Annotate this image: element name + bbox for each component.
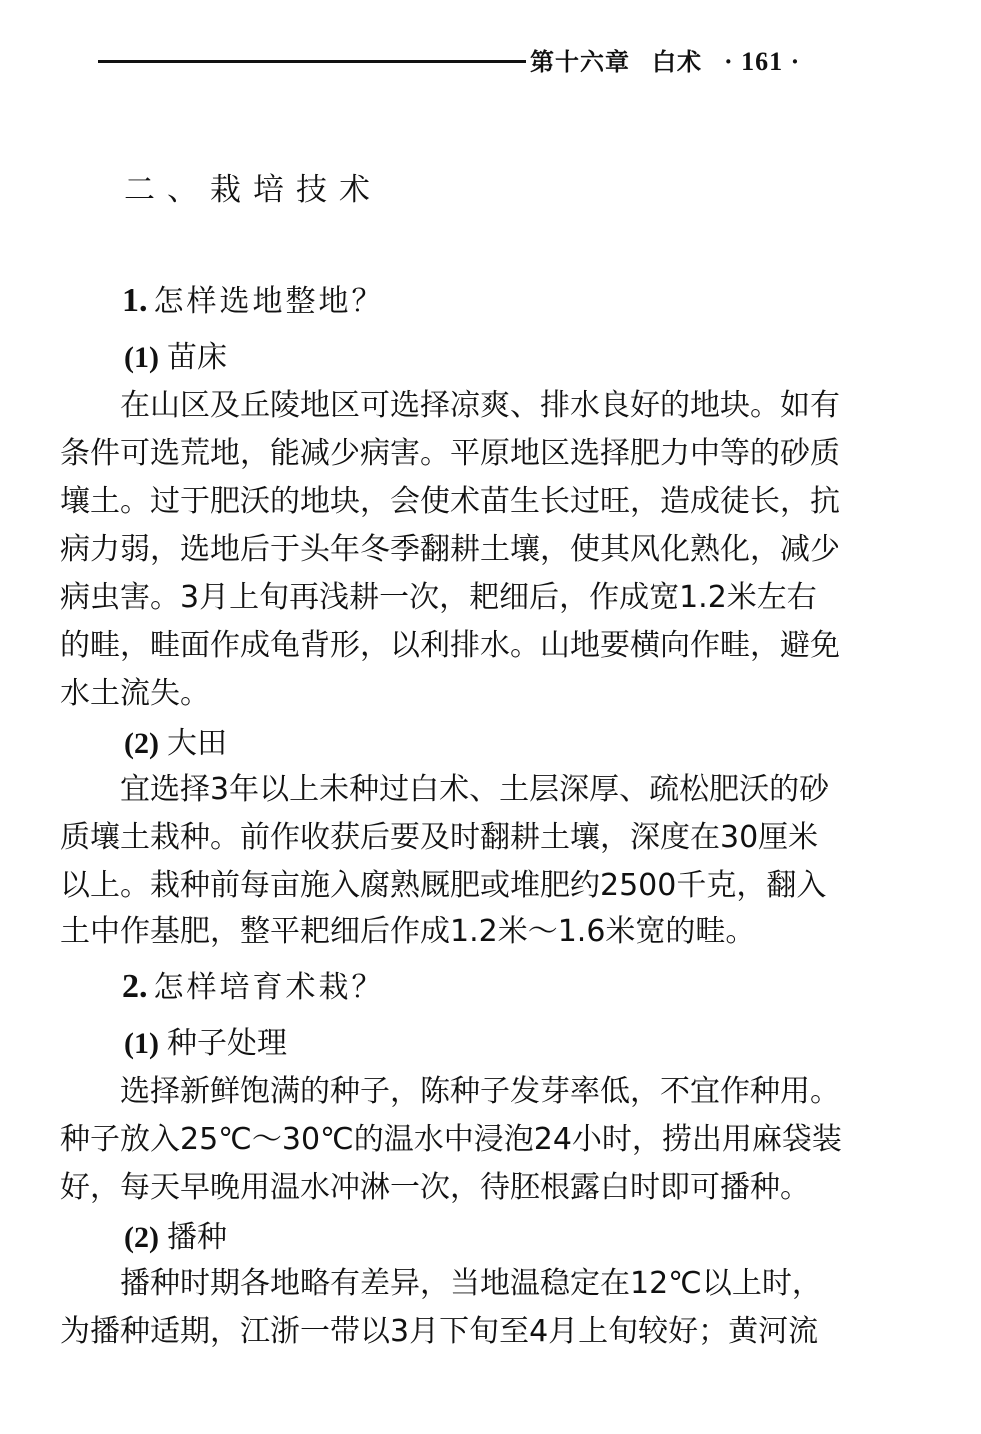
header-rule <box>98 60 526 63</box>
question-heading-1 <box>122 276 385 320</box>
paragraph-line: 在山区及丘陵地区可选择凉爽、排水良好的地块。如有 <box>120 388 840 423</box>
paragraph-line: 土中作基肥，整平耙细后作成1.2米～1.6米宽的畦。 <box>60 914 756 949</box>
subheading-label: 播种 <box>166 1220 227 1255</box>
page-number: · 161 · <box>724 47 801 76</box>
section-heading: 二、栽培技术 <box>124 172 382 208</box>
subheading-seedbed <box>124 332 227 376</box>
subheading-seed-treatment <box>124 1018 287 1062</box>
question-number: 1. <box>122 282 148 319</box>
subheading-sowing <box>124 1212 227 1256</box>
paragraph-line: 为播种适期，江浙一带以3月下旬至4月上旬较好；黄河流 <box>60 1314 819 1349</box>
paragraph-line: 病虫害。3月上旬再浅耕一次，耙细后，作成宽1.2米左右 <box>60 580 817 615</box>
header-text <box>530 42 800 77</box>
paragraph-line: 的畦，畦面作成龟背形，以利排水。山地要横向作畦，避免 <box>60 628 840 663</box>
paragraph-line: 质壤土栽种。前作收获后要及时翻耕土壤，深度在30厘米 <box>60 820 819 855</box>
subheading-label: 大田 <box>166 726 227 761</box>
paragraph-line: 水土流失。 <box>60 676 210 711</box>
question-text: 怎样培育术栽？ <box>153 970 385 1005</box>
question-text: 怎样选地整地？ <box>153 284 385 319</box>
paragraph-line: 选择新鲜饱满的种子，陈种子发芽率低，不宜作种用。 <box>120 1074 840 1109</box>
chapter-number: 第十六章 <box>530 47 630 76</box>
paragraph-line: 以上。栽种前每亩施入腐熟厩肥或堆肥约2500千克，翻入 <box>60 868 827 903</box>
subheading-number: (1) <box>124 1027 159 1060</box>
chapter-title: 白术 <box>652 47 702 76</box>
question-number: 2. <box>122 968 148 1005</box>
question-heading-2 <box>122 962 385 1006</box>
subheading-number: (2) <box>124 1221 159 1254</box>
subheading-label: 种子处理 <box>166 1026 287 1061</box>
paragraph-line: 宜选择3年以上未种过白术、土层深厚、疏松肥沃的砂 <box>120 772 830 807</box>
paragraph-line: 条件可选荒地，能减少病害。平原地区选择肥力中等的砂质 <box>60 436 840 471</box>
subheading-number: (2) <box>124 727 159 760</box>
paragraph-line: 壤土。过于肥沃的地块，会使术苗生长过旺，造成徒长，抗 <box>60 484 840 519</box>
subheading-field <box>124 718 227 762</box>
paragraph-line: 播种时期各地略有差异，当地温稳定在12℃以上时， <box>120 1266 822 1301</box>
subheading-number: (1) <box>124 341 159 374</box>
paragraph-line: 种子放入25℃～30℃的温水中浸泡24小时，捞出用麻袋装 <box>60 1122 842 1157</box>
running-header <box>98 38 858 82</box>
paragraph-line: 好，每天早晚用温水冲淋一次，待胚根露白时即可播种。 <box>60 1170 810 1205</box>
subheading-label: 苗床 <box>166 340 227 375</box>
paragraph-line: 病力弱，选地后于头年冬季翻耕土壤，使其风化熟化，减少 <box>60 532 840 567</box>
